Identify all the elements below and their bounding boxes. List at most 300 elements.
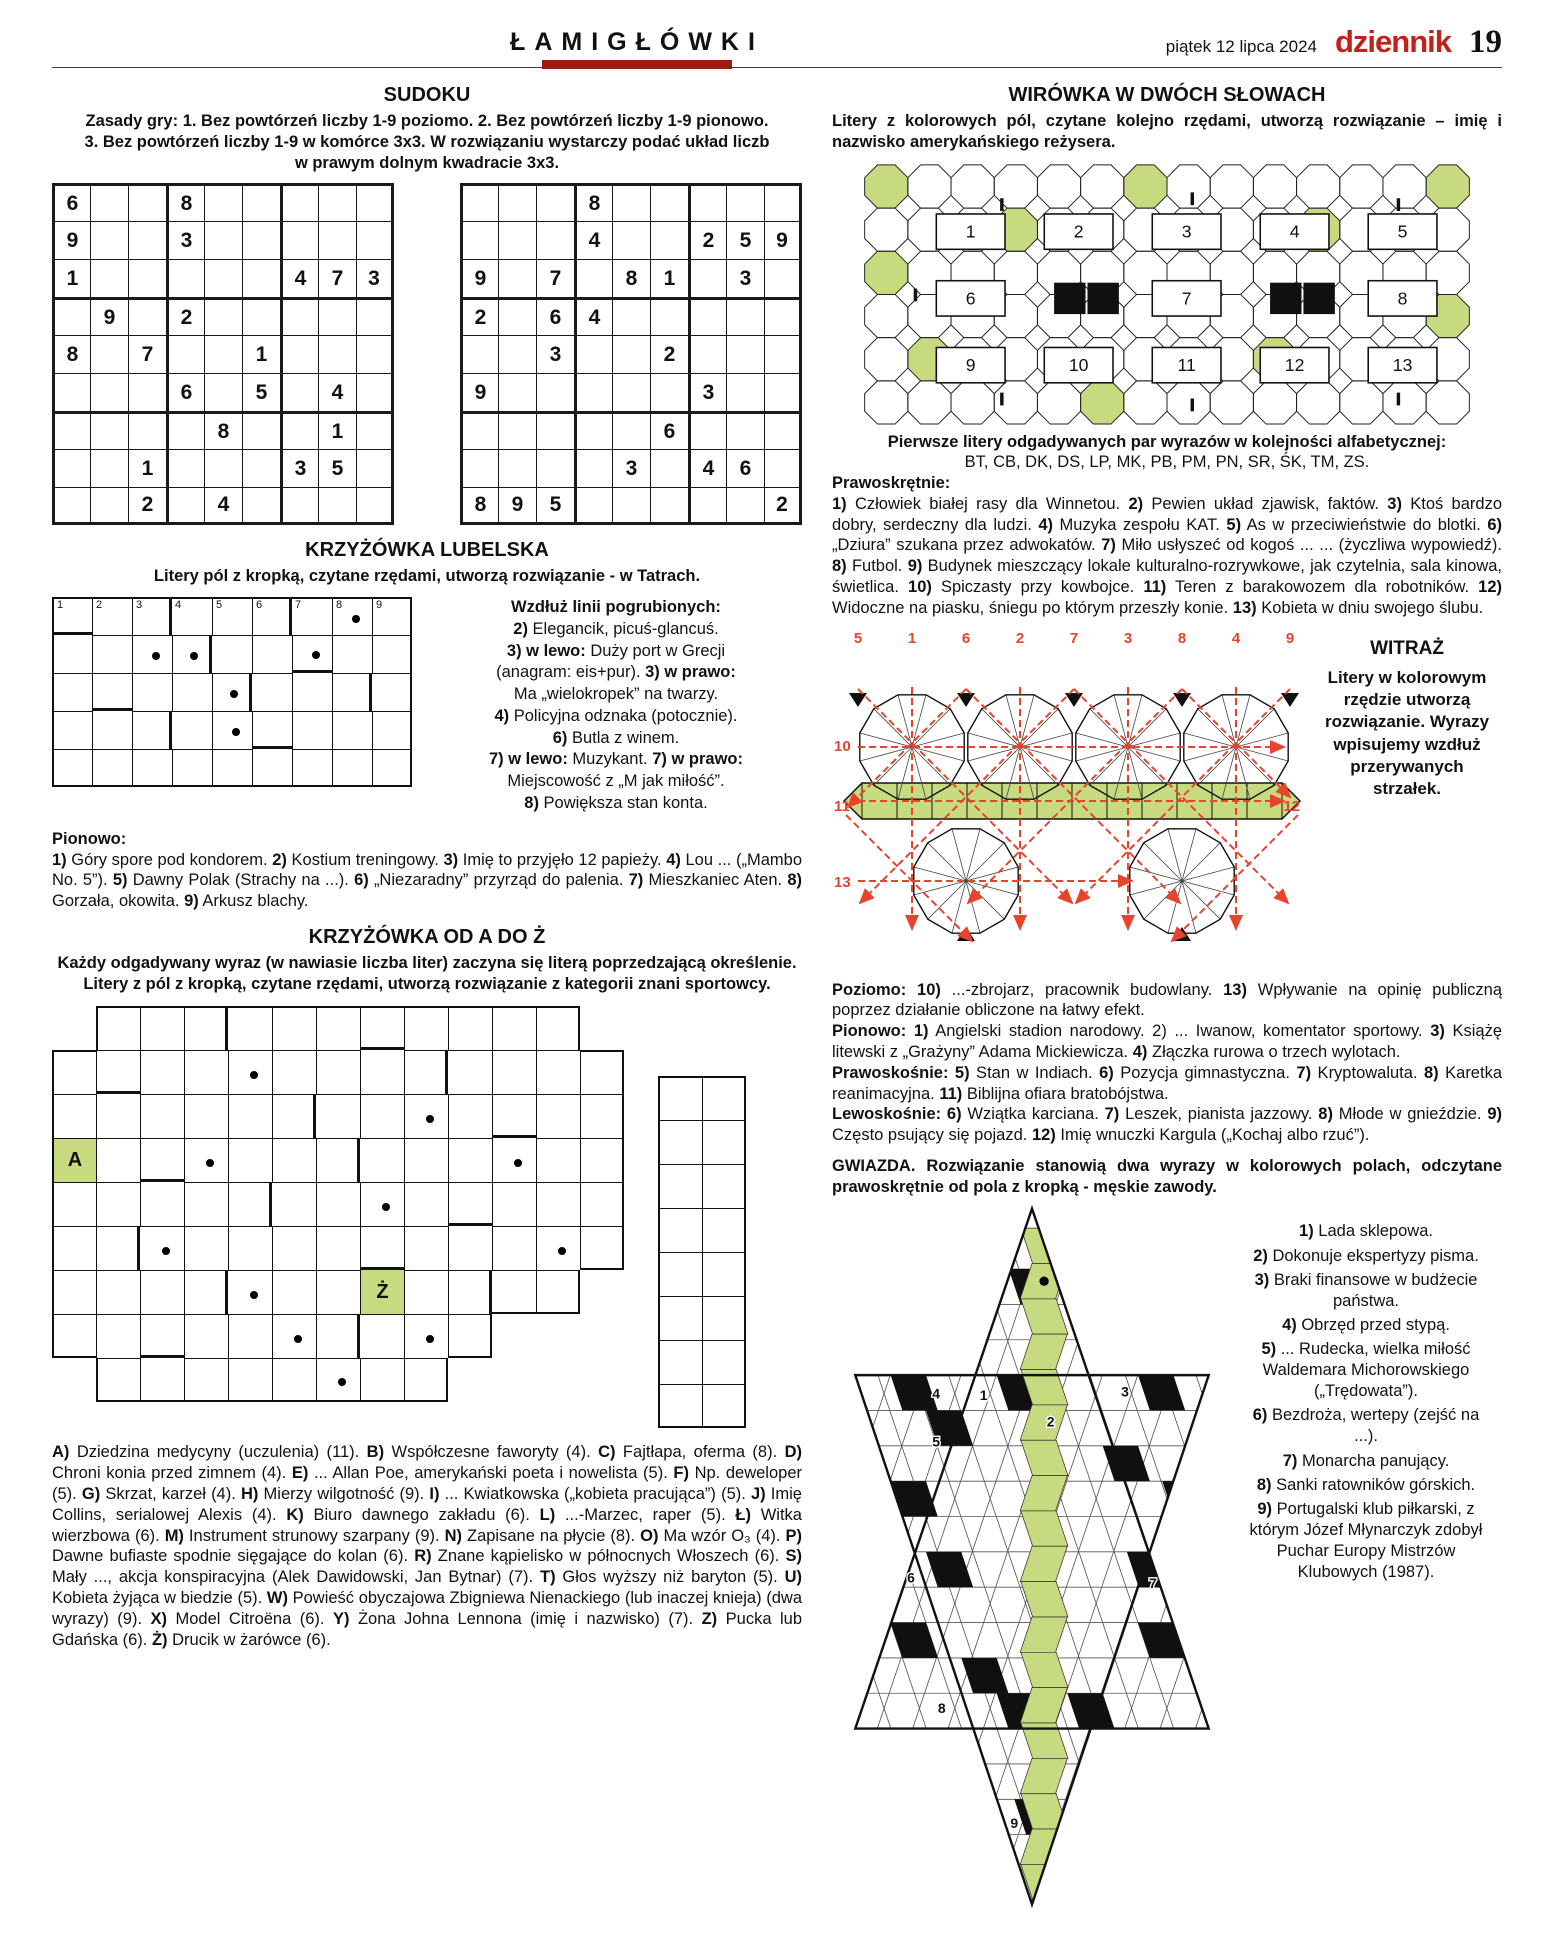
az-cell[interactable] — [52, 1226, 96, 1270]
sudoku-cell[interactable] — [280, 487, 318, 525]
az-cell[interactable] — [360, 1006, 404, 1050]
sudoku-cell[interactable]: 6 — [52, 183, 90, 221]
lubelska-cell[interactable] — [252, 749, 292, 787]
sudoku-cell[interactable]: 4 — [318, 373, 356, 411]
sudoku-cell[interactable]: 8 — [612, 259, 650, 297]
az-cell[interactable] — [492, 1226, 536, 1270]
sudoku-cell[interactable]: 5 — [536, 487, 574, 525]
lubelska-cell[interactable] — [332, 711, 372, 749]
az-cell[interactable] — [228, 1182, 272, 1226]
az-cell[interactable] — [272, 1138, 316, 1182]
az-cell[interactable] — [184, 1182, 228, 1226]
az-cell[interactable] — [360, 1270, 404, 1314]
az-cell[interactable] — [140, 1094, 184, 1138]
az-cell[interactable] — [448, 1138, 492, 1182]
lubelska-cell[interactable] — [172, 597, 212, 635]
sudoku-cell[interactable] — [204, 449, 242, 487]
lubelska-cell[interactable] — [252, 635, 292, 673]
lubelska-cell[interactable] — [372, 749, 412, 787]
lubelska-cell[interactable] — [212, 711, 252, 749]
lubelska-cell[interactable] — [292, 597, 332, 635]
az-solution-cell[interactable] — [702, 1340, 746, 1384]
sudoku-cell[interactable] — [280, 373, 318, 411]
az-cell[interactable] — [52, 1270, 96, 1314]
az-cell[interactable] — [96, 1050, 140, 1094]
az-cell[interactable] — [184, 1050, 228, 1094]
sudoku-cell[interactable]: 2 — [128, 487, 166, 525]
az-cell[interactable] — [140, 1050, 184, 1094]
sudoku-cell[interactable] — [536, 221, 574, 259]
lubelska-cell[interactable] — [292, 749, 332, 787]
az-solution-cell[interactable] — [658, 1208, 702, 1252]
lubelska-cell[interactable] — [332, 749, 372, 787]
az-cell[interactable] — [228, 1094, 272, 1138]
lubelska-cell[interactable] — [132, 711, 172, 749]
az-cell[interactable] — [404, 1314, 448, 1358]
az-cell[interactable] — [140, 1138, 184, 1182]
sudoku-cell[interactable] — [726, 487, 764, 525]
sudoku-cell[interactable]: 6 — [166, 373, 204, 411]
az-cell[interactable] — [228, 1138, 272, 1182]
sudoku-cell[interactable] — [52, 373, 90, 411]
sudoku-cell[interactable] — [280, 297, 318, 335]
az-cell[interactable] — [184, 1226, 228, 1270]
sudoku-cell[interactable] — [612, 221, 650, 259]
sudoku-cell[interactable] — [356, 487, 394, 525]
az-cell[interactable] — [316, 1006, 360, 1050]
sudoku-cell[interactable] — [242, 297, 280, 335]
sudoku-cell[interactable] — [204, 297, 242, 335]
az-cell[interactable] — [580, 1050, 624, 1094]
lubelska-cell[interactable] — [52, 673, 92, 711]
sudoku-cell[interactable]: 1 — [52, 259, 90, 297]
lubelska-cell[interactable] — [92, 635, 132, 673]
sudoku-cell[interactable]: 4 — [574, 297, 612, 335]
az-cell[interactable] — [228, 1006, 272, 1050]
sudoku-cell[interactable] — [498, 297, 536, 335]
lubelska-cell[interactable] — [252, 597, 292, 635]
sudoku-cell[interactable]: 2 — [650, 335, 688, 373]
sudoku-cell[interactable]: 3 — [356, 259, 394, 297]
az-cell[interactable] — [580, 1094, 624, 1138]
az-cell[interactable] — [228, 1050, 272, 1094]
lubelska-cell[interactable] — [332, 635, 372, 673]
az-cell[interactable] — [52, 1138, 96, 1182]
sudoku-cell[interactable]: 8 — [460, 487, 498, 525]
sudoku-cell[interactable] — [90, 221, 128, 259]
az-cell[interactable] — [580, 1182, 624, 1226]
lubelska-cell[interactable] — [292, 635, 332, 673]
sudoku-cell[interactable] — [498, 259, 536, 297]
sudoku-cell[interactable] — [498, 373, 536, 411]
sudoku-cell[interactable] — [166, 487, 204, 525]
lubelska-cell[interactable] — [212, 597, 252, 635]
az-cell[interactable] — [580, 1138, 624, 1182]
sudoku-cell[interactable]: 3 — [280, 449, 318, 487]
sudoku-cell[interactable]: 5 — [318, 449, 356, 487]
lubelska-cell[interactable] — [52, 597, 92, 635]
az-cell[interactable] — [316, 1314, 360, 1358]
sudoku-cell[interactable] — [498, 449, 536, 487]
az-cell[interactable] — [448, 1270, 492, 1314]
az-solution-cell[interactable] — [658, 1120, 702, 1164]
lubelska-cell[interactable] — [292, 711, 332, 749]
lubelska-cell[interactable] — [92, 597, 132, 635]
az-cell[interactable] — [360, 1314, 404, 1358]
sudoku-cell[interactable]: 9 — [460, 259, 498, 297]
sudoku-cell[interactable] — [688, 259, 726, 297]
sudoku-cell[interactable] — [318, 221, 356, 259]
az-cell[interactable] — [140, 1226, 184, 1270]
sudoku-cell[interactable] — [764, 449, 802, 487]
sudoku-cell[interactable] — [726, 373, 764, 411]
sudoku-cell[interactable] — [460, 411, 498, 449]
az-cell[interactable] — [96, 1358, 140, 1402]
sudoku-cell[interactable] — [52, 411, 90, 449]
az-solution-cell[interactable] — [658, 1340, 702, 1384]
az-cell[interactable] — [316, 1138, 360, 1182]
lubelska-cell[interactable] — [252, 673, 292, 711]
sudoku-cell[interactable] — [318, 335, 356, 373]
az-cell[interactable] — [360, 1050, 404, 1094]
sudoku-cell[interactable]: 4 — [574, 221, 612, 259]
az-cell[interactable] — [492, 1270, 536, 1314]
az-cell[interactable] — [404, 1226, 448, 1270]
az-cell[interactable] — [272, 1182, 316, 1226]
az-cell[interactable] — [272, 1270, 316, 1314]
az-cell[interactable] — [228, 1270, 272, 1314]
az-cell[interactable] — [492, 1050, 536, 1094]
az-cell[interactable] — [96, 1138, 140, 1182]
sudoku-cell[interactable] — [460, 183, 498, 221]
az-solution-cell[interactable] — [658, 1164, 702, 1208]
az-cell[interactable] — [316, 1358, 360, 1402]
sudoku-cell[interactable] — [460, 335, 498, 373]
sudoku-cell[interactable] — [574, 373, 612, 411]
lubelska-cell[interactable] — [372, 635, 412, 673]
lubelska-cell[interactable] — [372, 673, 412, 711]
sudoku-cell[interactable] — [460, 221, 498, 259]
az-solution-cell[interactable] — [702, 1384, 746, 1428]
lubelska-cell[interactable] — [252, 711, 292, 749]
sudoku-cell[interactable] — [688, 183, 726, 221]
az-cell[interactable] — [184, 1006, 228, 1050]
sudoku-cell[interactable] — [128, 259, 166, 297]
az-cell[interactable] — [228, 1314, 272, 1358]
sudoku-cell[interactable] — [52, 487, 90, 525]
az-cell[interactable] — [360, 1094, 404, 1138]
az-cell[interactable] — [448, 1182, 492, 1226]
sudoku-cell[interactable]: 3 — [536, 335, 574, 373]
az-cell[interactable] — [536, 1050, 580, 1094]
az-cell[interactable] — [492, 1006, 536, 1050]
sudoku-cell[interactable]: 1 — [318, 411, 356, 449]
sudoku-cell[interactable] — [90, 411, 128, 449]
sudoku-cell[interactable] — [166, 449, 204, 487]
az-solution-cell[interactable] — [702, 1076, 746, 1120]
az-cell[interactable] — [360, 1226, 404, 1270]
az-cell[interactable] — [316, 1094, 360, 1138]
az-cell[interactable] — [404, 1358, 448, 1402]
sudoku-cell[interactable] — [318, 183, 356, 221]
az-cell[interactable] — [96, 1094, 140, 1138]
lubelska-cell[interactable] — [172, 635, 212, 673]
sudoku-cell[interactable] — [90, 449, 128, 487]
sudoku-cell[interactable]: 1 — [128, 449, 166, 487]
az-cell[interactable] — [404, 1138, 448, 1182]
sudoku-cell[interactable] — [128, 297, 166, 335]
sudoku-cell[interactable]: 8 — [574, 183, 612, 221]
lubelska-cell[interactable] — [212, 749, 252, 787]
az-cell[interactable] — [96, 1182, 140, 1226]
az-cell[interactable] — [404, 1182, 448, 1226]
az-cell[interactable] — [96, 1226, 140, 1270]
lubelska-cell[interactable] — [132, 749, 172, 787]
sudoku-cell[interactable]: 2 — [460, 297, 498, 335]
az-cell[interactable] — [228, 1358, 272, 1402]
sudoku-cell[interactable] — [536, 373, 574, 411]
az-cell[interactable] — [272, 1050, 316, 1094]
sudoku-cell[interactable] — [166, 411, 204, 449]
sudoku-cell[interactable] — [242, 221, 280, 259]
az-cell[interactable] — [404, 1006, 448, 1050]
sudoku-cell[interactable]: 9 — [460, 373, 498, 411]
lubelska-cell[interactable] — [172, 749, 212, 787]
sudoku-cell[interactable] — [688, 335, 726, 373]
sudoku-cell[interactable]: 8 — [204, 411, 242, 449]
sudoku-cell[interactable]: 5 — [726, 221, 764, 259]
sudoku-cell[interactable] — [536, 411, 574, 449]
sudoku-cell[interactable]: 3 — [612, 449, 650, 487]
sudoku-cell[interactable]: 3 — [726, 259, 764, 297]
az-cell[interactable] — [316, 1226, 360, 1270]
sudoku-cell[interactable] — [536, 183, 574, 221]
sudoku-cell[interactable]: 2 — [688, 221, 726, 259]
sudoku-cell[interactable] — [356, 297, 394, 335]
sudoku-cell[interactable] — [764, 411, 802, 449]
sudoku-cell[interactable] — [128, 183, 166, 221]
az-cell[interactable] — [140, 1358, 184, 1402]
sudoku-cell[interactable] — [650, 487, 688, 525]
sudoku-cell[interactable]: 6 — [536, 297, 574, 335]
sudoku-cell[interactable]: 6 — [726, 449, 764, 487]
lubelska-cell[interactable] — [52, 749, 92, 787]
az-cell[interactable] — [140, 1270, 184, 1314]
lubelska-cell[interactable] — [372, 711, 412, 749]
sudoku-cell[interactable] — [650, 297, 688, 335]
az-cell[interactable] — [492, 1182, 536, 1226]
sudoku-cell[interactable] — [498, 335, 536, 373]
sudoku-cell[interactable] — [688, 487, 726, 525]
az-cell[interactable] — [184, 1094, 228, 1138]
sudoku-cell[interactable] — [90, 373, 128, 411]
sudoku-cell[interactable] — [612, 373, 650, 411]
sudoku-cell[interactable] — [356, 335, 394, 373]
az-solution-cell[interactable] — [658, 1296, 702, 1340]
sudoku-cell[interactable] — [128, 411, 166, 449]
az-cell[interactable] — [52, 1182, 96, 1226]
sudoku-cell[interactable] — [650, 183, 688, 221]
sudoku-cell[interactable] — [356, 183, 394, 221]
az-cell[interactable] — [536, 1006, 580, 1050]
az-cell[interactable] — [140, 1182, 184, 1226]
az-cell[interactable] — [536, 1270, 580, 1314]
sudoku-cell[interactable] — [90, 183, 128, 221]
sudoku-cell[interactable]: 4 — [688, 449, 726, 487]
sudoku-cell[interactable] — [356, 411, 394, 449]
sudoku-cell[interactable] — [498, 221, 536, 259]
sudoku-cell[interactable]: 6 — [650, 411, 688, 449]
sudoku-cell[interactable]: 9 — [52, 221, 90, 259]
sudoku-cell[interactable]: 7 — [318, 259, 356, 297]
sudoku-cell[interactable] — [764, 373, 802, 411]
az-solution-cell[interactable] — [658, 1076, 702, 1120]
lubelska-cell[interactable] — [92, 749, 132, 787]
az-cell[interactable] — [536, 1094, 580, 1138]
sudoku-cell[interactable] — [498, 183, 536, 221]
az-solution-cell[interactable] — [702, 1252, 746, 1296]
lubelska-cell[interactable] — [212, 635, 252, 673]
az-cell[interactable] — [448, 1226, 492, 1270]
sudoku-cell[interactable] — [90, 335, 128, 373]
az-cell[interactable] — [184, 1314, 228, 1358]
lubelska-cell[interactable] — [172, 711, 212, 749]
az-cell[interactable] — [140, 1314, 184, 1358]
sudoku-cell[interactable] — [204, 183, 242, 221]
az-cell[interactable] — [536, 1182, 580, 1226]
sudoku-cell[interactable] — [612, 411, 650, 449]
sudoku-cell[interactable] — [128, 373, 166, 411]
sudoku-cell[interactable] — [90, 487, 128, 525]
az-cell[interactable] — [96, 1314, 140, 1358]
az-solution-cell[interactable] — [658, 1384, 702, 1428]
sudoku-cell[interactable] — [612, 183, 650, 221]
az-cell[interactable] — [360, 1138, 404, 1182]
sudoku-cell[interactable] — [356, 221, 394, 259]
sudoku-cell[interactable]: 7 — [536, 259, 574, 297]
sudoku-cell[interactable] — [242, 259, 280, 297]
az-solution-cell[interactable] — [702, 1164, 746, 1208]
az-solution-cell[interactable] — [702, 1296, 746, 1340]
sudoku-cell[interactable]: 3 — [166, 221, 204, 259]
sudoku-cell[interactable] — [688, 411, 726, 449]
sudoku-cell[interactable] — [726, 183, 764, 221]
sudoku-cell[interactable]: 2 — [764, 487, 802, 525]
sudoku-cell[interactable]: 4 — [280, 259, 318, 297]
lubelska-cell[interactable] — [372, 597, 412, 635]
lubelska-cell[interactable] — [332, 673, 372, 711]
az-cell[interactable] — [448, 1050, 492, 1094]
az-cell[interactable] — [580, 1226, 624, 1270]
sudoku-cell[interactable] — [318, 297, 356, 335]
az-cell[interactable] — [448, 1314, 492, 1358]
sudoku-cell[interactable] — [166, 259, 204, 297]
az-cell[interactable] — [96, 1270, 140, 1314]
lubelska-cell[interactable] — [92, 673, 132, 711]
az-cell[interactable] — [404, 1050, 448, 1094]
sudoku-cell[interactable]: 4 — [204, 487, 242, 525]
az-cell[interactable] — [272, 1094, 316, 1138]
sudoku-cell[interactable] — [52, 297, 90, 335]
lubelska-cell[interactable] — [52, 635, 92, 673]
az-cell[interactable] — [536, 1226, 580, 1270]
sudoku-cell[interactable] — [764, 183, 802, 221]
sudoku-cell[interactable] — [764, 259, 802, 297]
sudoku-cell[interactable]: 9 — [90, 297, 128, 335]
sudoku-cell[interactable] — [90, 259, 128, 297]
sudoku-cell[interactable] — [242, 487, 280, 525]
sudoku-cell[interactable] — [356, 373, 394, 411]
az-cell[interactable] — [52, 1314, 96, 1358]
sudoku-cell[interactable] — [764, 335, 802, 373]
az-solution-cell[interactable] — [658, 1252, 702, 1296]
az-cell[interactable] — [448, 1006, 492, 1050]
sudoku-cell[interactable] — [498, 411, 536, 449]
az-cell[interactable] — [52, 1050, 96, 1094]
sudoku-cell[interactable] — [280, 221, 318, 259]
sudoku-cell[interactable] — [726, 335, 764, 373]
az-cell[interactable] — [316, 1182, 360, 1226]
az-cell[interactable] — [360, 1182, 404, 1226]
az-cell[interactable] — [272, 1314, 316, 1358]
sudoku-cell[interactable] — [204, 259, 242, 297]
sudoku-cell[interactable] — [726, 411, 764, 449]
sudoku-cell[interactable] — [612, 297, 650, 335]
sudoku-cell[interactable] — [242, 411, 280, 449]
az-solution-cell[interactable] — [702, 1120, 746, 1164]
lubelska-cell[interactable] — [332, 597, 372, 635]
sudoku-cell[interactable] — [764, 297, 802, 335]
sudoku-cell[interactable]: 8 — [52, 335, 90, 373]
sudoku-cell[interactable] — [574, 449, 612, 487]
az-cell[interactable] — [184, 1358, 228, 1402]
sudoku-cell[interactable] — [612, 335, 650, 373]
lubelska-cell[interactable] — [132, 673, 172, 711]
sudoku-cell[interactable] — [356, 449, 394, 487]
sudoku-cell[interactable] — [460, 449, 498, 487]
az-cell[interactable] — [492, 1138, 536, 1182]
sudoku-cell[interactable]: 2 — [166, 297, 204, 335]
az-solution-cell[interactable] — [702, 1208, 746, 1252]
sudoku-cell[interactable] — [612, 487, 650, 525]
sudoku-cell[interactable] — [204, 335, 242, 373]
az-cell[interactable] — [184, 1138, 228, 1182]
az-cell[interactable] — [448, 1094, 492, 1138]
az-cell[interactable] — [316, 1270, 360, 1314]
sudoku-cell[interactable] — [204, 373, 242, 411]
sudoku-cell[interactable] — [574, 259, 612, 297]
lubelska-cell[interactable] — [52, 711, 92, 749]
az-cell[interactable] — [228, 1226, 272, 1270]
az-cell[interactable] — [360, 1358, 404, 1402]
az-cell[interactable] — [404, 1094, 448, 1138]
sudoku-cell[interactable]: 1 — [242, 335, 280, 373]
sudoku-cell[interactable] — [128, 221, 166, 259]
lubelska-cell[interactable] — [172, 673, 212, 711]
az-cell[interactable] — [272, 1006, 316, 1050]
sudoku-cell[interactable]: 8 — [166, 183, 204, 221]
sudoku-cell[interactable] — [204, 221, 242, 259]
sudoku-cell[interactable] — [166, 335, 204, 373]
sudoku-cell[interactable] — [574, 487, 612, 525]
sudoku-cell[interactable] — [574, 411, 612, 449]
lubelska-cell[interactable] — [132, 597, 172, 635]
sudoku-cell[interactable] — [650, 449, 688, 487]
sudoku-cell[interactable] — [318, 487, 356, 525]
sudoku-cell[interactable]: 3 — [688, 373, 726, 411]
sudoku-cell[interactable] — [574, 335, 612, 373]
az-cell[interactable] — [272, 1226, 316, 1270]
